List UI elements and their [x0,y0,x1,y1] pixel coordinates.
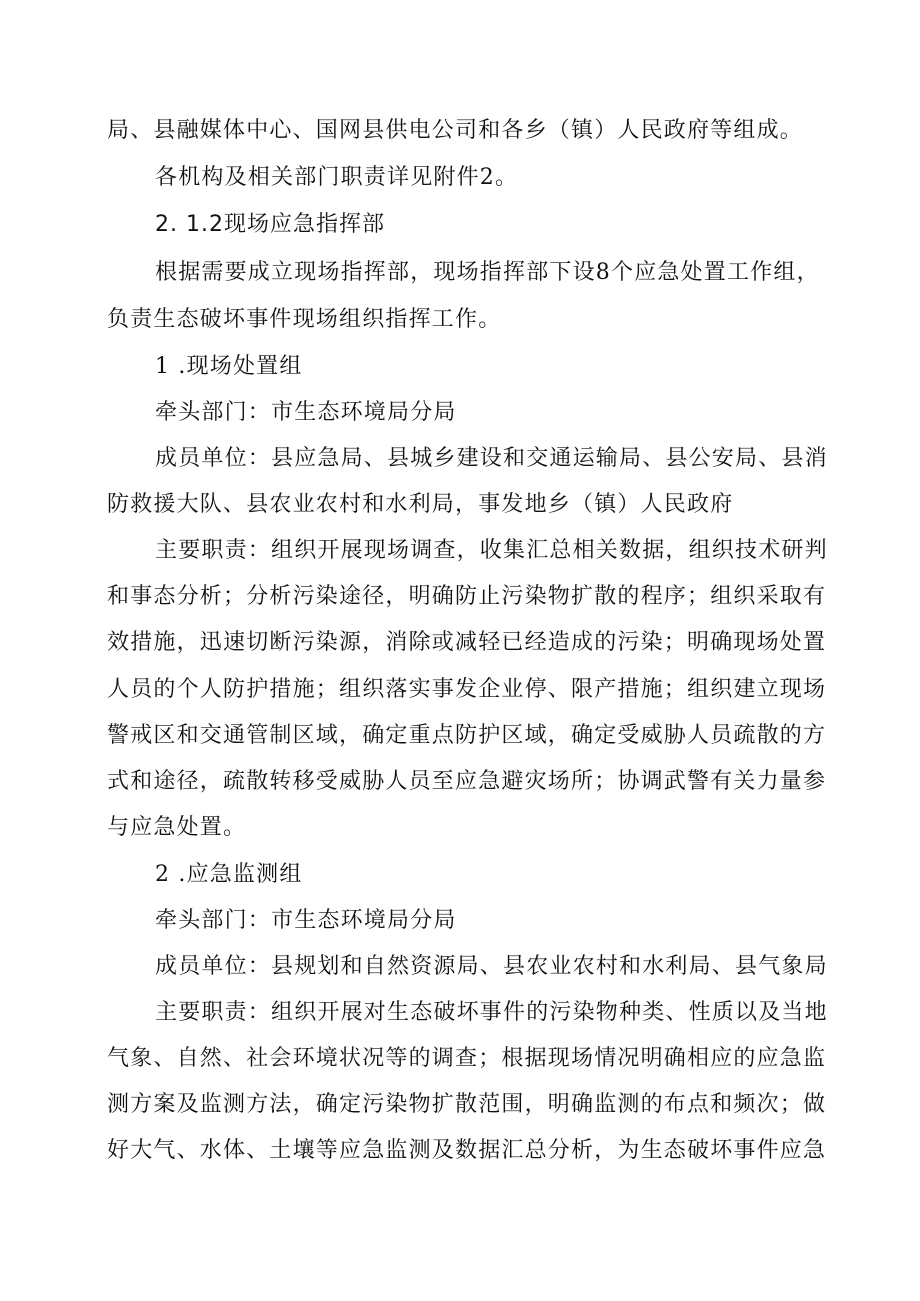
subsection-heading: 1 .现场处置组 [155,354,303,379]
member-units: 成员单位：县应急局、县城乡建设和交通运输局、县公安局、县消 [155,446,828,471]
paragraph-line: 与应急处置。 [107,815,247,840]
subsection-heading: 2 .应急监测组 [155,862,303,887]
paragraph-line: 负责生态破坏事件现场组织指挥工作。 [107,307,502,332]
paragraph-line: 气象、自然、社会环境状况等的调查；根据现场情况明确相应的应急监 [107,1046,827,1071]
member-units: 成员单位：县规划和自然资源局、县农业农村和水利局、县气象局 [155,954,828,979]
paragraph-line: 式和途径，疏散转移受威胁人员至应急避灾场所；协调武警有关力量参 [107,769,827,794]
section-heading: 2. 1.2现场应急指挥部 [155,212,385,237]
paragraph-line: 人员的个人防护措施；组织落实事发企业停、限产措施；组织建立现场 [107,677,827,702]
paragraph-line: 局、县融媒体中心、国网县供电公司和各乡（镇）人民政府等组成。 [107,118,804,143]
paragraph-line: 各机构及相关部门职责详见附件2。 [155,165,519,190]
lead-department: 牵头部门：市生态环境局分局 [155,400,457,425]
paragraph-line: 根据需要成立现场指挥部，现场指挥部下设8个应急处置工作组， [155,260,820,285]
paragraph-line: 警戒区和交通管制区域，确定重点防护区域，确定受威胁人员疏散的方 [107,723,827,748]
paragraph-line: 和事态分析；分析污染途径，明确防止污染物扩散的程序；组织采取有 [107,584,827,609]
lead-department: 牵头部门：市生态环境局分局 [155,908,457,933]
paragraph-line: 好大气、水体、土壤等应急监测及数据汇总分析，为生态破坏事件应急 [107,1138,827,1163]
paragraph-line: 效措施，迅速切断污染源，消除或减轻已经造成的污染；明确现场处置 [107,630,827,655]
paragraph-line: 防救援大队、县农业农村和水利局，事发地乡（镇）人民政府 [107,492,734,517]
paragraph-line: 测方案及监测方法，确定污染物扩散范围，明确监测的布点和频次；做 [107,1092,827,1117]
main-duties: 主要职责：组织开展对生态破坏事件的污染物种类、性质以及当地 [155,1000,828,1025]
main-duties: 主要职责：组织开展现场调查，收集汇总相关数据，组织技术研判 [155,538,828,563]
